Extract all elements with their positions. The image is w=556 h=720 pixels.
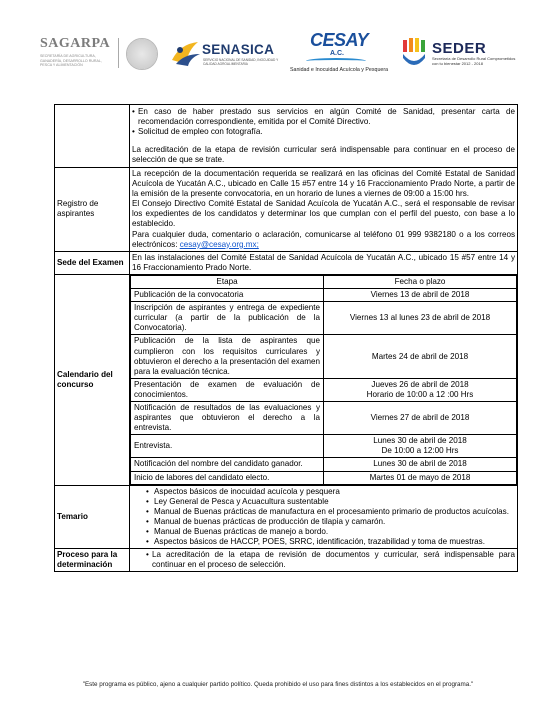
paragraph: [132, 230, 515, 250]
sagarpa-subtitle: SECRETARÍA DE AGRICULTURA, GANADERÍA, DESARROLLO RURAL, PESCA Y ALIMENTACIÓN: [40, 54, 102, 68]
proceso-row: [55, 549, 518, 572]
fecha-cell: [324, 289, 517, 302]
senasica-emblem-icon: [170, 38, 202, 68]
footer-disclaimer: "Este programa es público, ajeno a cualquier partido político. Queda prohibido el uso para fines distintos a los establecidos en el programa.": [82, 681, 474, 688]
convocatoria-table: [54, 104, 518, 572]
etapa-cell: Publicación de la lista de aspirantes que cumplieron con los requisitos curriculares y obtuvieron el derecho a la presentación del examen para la evaluación técnica.: [131, 335, 324, 378]
fecha-cell: [324, 302, 517, 335]
seder-emblem-icon: [400, 38, 430, 70]
fecha-text: Lunes 30 de abril de 2018: [373, 459, 467, 469]
horario-text: De 10:00 a 12:00 Hrs: [381, 446, 459, 456]
bullet-text: En caso de haber prestado sus servicios en algún Comité de Sanidad, presentar carta de recomendación correspondiente, emitida por el Comité Directivo.: [138, 106, 515, 126]
requirements-row: [55, 105, 518, 168]
etapa-cell: Inicio de labores del candidato electo.: [131, 471, 324, 484]
registro-label: Registro de aspirantes: [55, 168, 130, 252]
list-item: • Aspectos básicos de HACCP, POES, SRRC, identificación, trazabilidad y toma de muestras.: [146, 537, 515, 547]
list-item: • Ley General de Pesca y Acuacultura sustentable: [146, 497, 515, 507]
senasica-subtitle: SERVICIO NACIONAL DE SANIDAD, INOCUIDAD Y CALIDAD AGROALIMENTARIA: [203, 58, 279, 66]
fecha-cell: [324, 401, 517, 434]
requirements-content: [130, 105, 518, 168]
fecha-cell: [324, 335, 517, 378]
etapa-cell: Notificación del nombre del candidato ganador.: [131, 458, 324, 471]
fecha-text: Viernes 27 de abril de 2018: [370, 413, 470, 423]
list-item: • Solicitud de empleo con fotografía.: [132, 127, 515, 137]
temario-label: Temario: [55, 485, 130, 549]
fecha-text: Lunes 30 de abril de 2018: [373, 436, 467, 446]
column-header-etapa: Etapa: [131, 275, 324, 288]
fecha-cell: [324, 471, 517, 484]
cesay-logo: [288, 28, 398, 80]
fecha-text: Viernes 13 de abril de 2018: [370, 290, 470, 300]
requirements-label: [55, 105, 130, 168]
national-seal-icon: [126, 38, 158, 70]
temario-list: [132, 487, 515, 548]
proceso-label: Proceso para la determinación: [55, 549, 130, 572]
email-link[interactable]: cesay@cesay.org.mx;: [179, 239, 259, 249]
header-logos: [0, 0, 556, 100]
calendario-content: [130, 274, 518, 485]
list-item: • Manual de Buenas prácticas de manejo a bordo.: [146, 527, 515, 537]
sede-label: Sede del Examen: [55, 251, 130, 274]
table-row: [131, 401, 517, 434]
paragraph: La acreditación de la etapa de revisión curricular será indispensable para continuar en el proceso de selección de que se trate.: [132, 145, 515, 165]
contact-text: Para cualquier duda, comentario o aclaración, comunicarse al teléfono 01 999 9382180 o a los correos electrónicos:: [132, 229, 515, 249]
calendario-row: [55, 274, 518, 485]
etapa-cell: Entrevista.: [131, 435, 324, 458]
registro-content: [130, 168, 518, 252]
paragraph: El Consejo Directivo Comité Estatal de Sanidad Acuícola de Yucatán A.C., será el responsable de revisar los expedientes de los candidatos y determinar los que cumplan con el perfil del puesto, con base a lo establecido.: [132, 199, 515, 229]
column-header-fecha: Fecha o plazo: [324, 275, 517, 288]
logo-divider: [118, 38, 119, 68]
table-row: [131, 378, 517, 401]
etapa-cell: Inscripción de aspirantes y entrega de expediente curricular (a partir de la publicación de la Convocatoria).: [131, 302, 324, 335]
paragraph: La recepción de la documentación requerida se realizará en las oficinas del Comité Estatal de Sanidad Acuícola de Yucatán A.C., ubicado en Calle 15 #57 entre 14 y 16 Fraccionamiento Prado Norte, a partir de la emisión de la presente convocatoria, en un horario de lunes a viernes de 09:00 a 15:00 hrs.: [132, 169, 515, 199]
sede-row: [55, 251, 518, 274]
table-row: [131, 335, 517, 378]
cesay-name: CESAY: [310, 30, 369, 50]
table-row: [131, 289, 517, 302]
table-row: [131, 458, 517, 471]
fecha-text: Martes 01 de mayo de 2018: [369, 472, 471, 482]
list-item: • Aspectos básicos de inocuidad acuícola y pesquera: [146, 487, 515, 497]
list-item: • En caso de haber prestado sus servicios en algún Comité de Sanidad, presentar carta de recomendación correspondiente, emitida por el Comité Directivo.: [132, 106, 515, 126]
wave-icon: [306, 58, 366, 64]
fecha-cell: [324, 378, 517, 401]
cesay-ac: A.C.: [330, 50, 344, 57]
seder-logo: [400, 38, 520, 80]
bullet-text: La acreditación de la etapa de revisión de documentos y curricular, será indispensable para continuar en el proceso de selección.: [152, 550, 515, 570]
senasica-name: SENASICA: [202, 42, 275, 57]
sede-text: En las instalaciones del Comité Estatal de Sanidad Acuícola de Yucatán A.C., ubicado 15 #57 entre 14 y 16 Fraccionamiento Prado Norte.: [130, 251, 518, 274]
seder-subtitle: Secretaría de Desarrollo Rural Comprometidos con tu bienestar 2012 - 2018: [432, 56, 516, 66]
fecha-cell: [324, 458, 517, 471]
calendar-table: [130, 275, 517, 485]
etapa-cell: Notificación de resultados de las evaluaciones y aspirantes que obtuvieron el derecho a la entrevista.: [131, 401, 324, 434]
fecha-text: Viernes 13 al lunes 23 de abril de 2018: [349, 313, 491, 323]
temario-row: [55, 485, 518, 549]
temario-content: [130, 485, 518, 549]
table-row: [131, 302, 517, 335]
list-item: • Manual de buenas prácticas de producción de tilapia y camarón.: [146, 517, 515, 527]
sagarpa-logo: [40, 36, 160, 82]
proceso-content: [130, 549, 518, 572]
list-item: • La acreditación de la etapa de revisión de documentos y curricular, será indispensable para continuar en el proceso de selección.: [146, 550, 515, 570]
cesay-subtitle: Sanidad e Inocuidad Acuícola y Pesquera: [290, 67, 389, 73]
horario-text: Horario de 10:00 a 12 :00 Hrs: [366, 389, 474, 399]
fecha-cell: [324, 435, 517, 458]
calendario-label: Calendario del concurso: [55, 274, 130, 485]
etapa-cell: Presentación de examen de evaluación de conocimientos.: [131, 378, 324, 401]
list-item: • Manual de Buenas prácticas de manufactura en el procesamiento primario de productos acuícolas.: [146, 507, 515, 517]
registro-row: [55, 168, 518, 252]
table-header-row: [131, 275, 517, 288]
fecha-text: Martes 24 de abril de 2018: [371, 351, 469, 361]
senasica-logo: [170, 38, 290, 78]
seder-name: SEDER: [432, 40, 487, 57]
sagarpa-name: SAGARPA: [40, 36, 111, 51]
bullet-text: Solicitud de empleo con fotografía.: [138, 126, 263, 136]
etapa-cell: Publicación de la convocatoria: [131, 289, 324, 302]
table-row: [131, 435, 517, 458]
table-row: [131, 471, 517, 484]
fecha-text: Jueves 26 de abril de 2018: [371, 379, 469, 389]
